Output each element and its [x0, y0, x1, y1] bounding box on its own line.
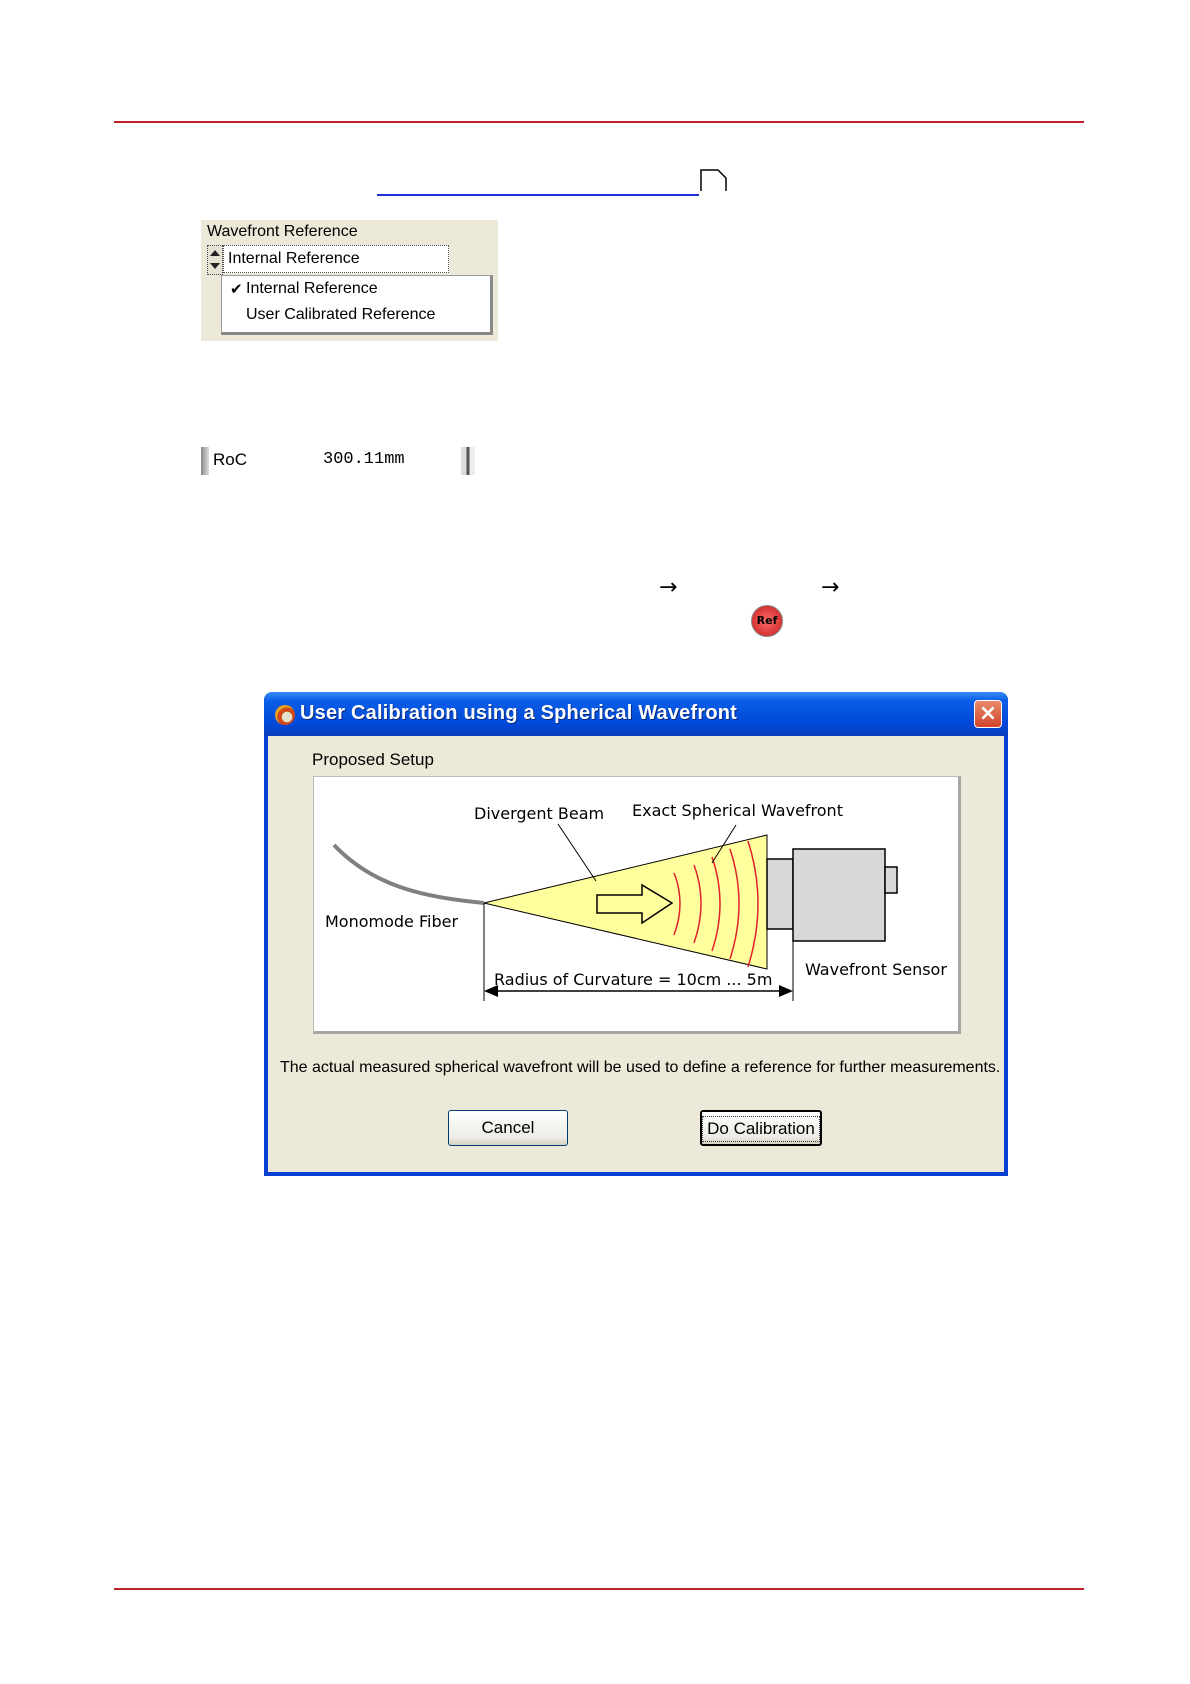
- dialog-title: User Calibration using a Spherical Wavefront: [300, 702, 738, 724]
- proposed-setup-label: Proposed Setup: [312, 750, 434, 769]
- menu-path-arrow-2: →: [821, 575, 840, 600]
- label-radius-of-curvature: Radius of Curvature = 10cm ... 5m: [494, 970, 773, 989]
- app-icon: [275, 705, 295, 725]
- user-calibration-dialog: [264, 692, 1008, 1176]
- label-wavefront-sensor: Wavefront Sensor: [805, 960, 947, 979]
- ref-calibration-icon[interactable]: Ref: [751, 605, 783, 637]
- menu-item-user-calibrated-reference[interactable]: User Calibrated Reference: [246, 306, 436, 323]
- footer-rule: [114, 1588, 1084, 1590]
- setup-figure: [313, 776, 961, 1034]
- roc-readout: [201, 447, 476, 475]
- cancel-button[interactable]: Cancel: [448, 1110, 568, 1146]
- roc-value: 300.11mm: [323, 450, 405, 469]
- divergent-beam-cone: [484, 835, 767, 969]
- spin-arrows-icon[interactable]: [207, 245, 223, 275]
- menu-item-internal-reference[interactable]: Internal Reference: [246, 280, 378, 297]
- header-rule: [114, 121, 1084, 123]
- dialog-titlebar[interactable]: [264, 692, 1008, 736]
- label-divergent-beam: Divergent Beam: [474, 804, 605, 823]
- label-exact-spherical-wavefront: Exact Spherical Wavefront: [632, 801, 843, 820]
- setup-diagram: [314, 777, 959, 1032]
- close-button[interactable]: [974, 700, 1002, 728]
- dialog-client: [268, 736, 1004, 1172]
- sensor-aperture-shape: [767, 859, 793, 929]
- menu-path-arrow-1: →: [659, 575, 678, 600]
- do-calibration-button[interactable]: [700, 1110, 822, 1146]
- do-calibration-label: Do Calibration: [702, 1116, 820, 1142]
- checkmark-icon: ✔: [230, 280, 243, 298]
- hyperlink-underline[interactable]: [377, 194, 699, 196]
- monomode-fiber-shape: [334, 845, 484, 903]
- wavefront-reference-menu: [221, 275, 493, 335]
- page-reference-icon: [700, 169, 728, 191]
- label-monomode-fiber: Monomode Fiber: [325, 912, 459, 931]
- wavefront-reference-panel: [201, 220, 498, 341]
- wavefront-sensor-shape: [793, 849, 885, 941]
- close-icon: ×: [978, 701, 998, 726]
- wavefront-reference-title: Wavefront Reference: [207, 223, 358, 240]
- sensor-connector-shape: [885, 867, 897, 893]
- roc-label: RoC: [213, 450, 248, 469]
- wavefront-reference-select[interactable]: Internal Reference: [223, 245, 449, 273]
- calibration-note: The actual measured spherical wavefront will be used to define a reference for further measurements.: [280, 1059, 1001, 1076]
- divergent-beam-leader: [558, 824, 596, 881]
